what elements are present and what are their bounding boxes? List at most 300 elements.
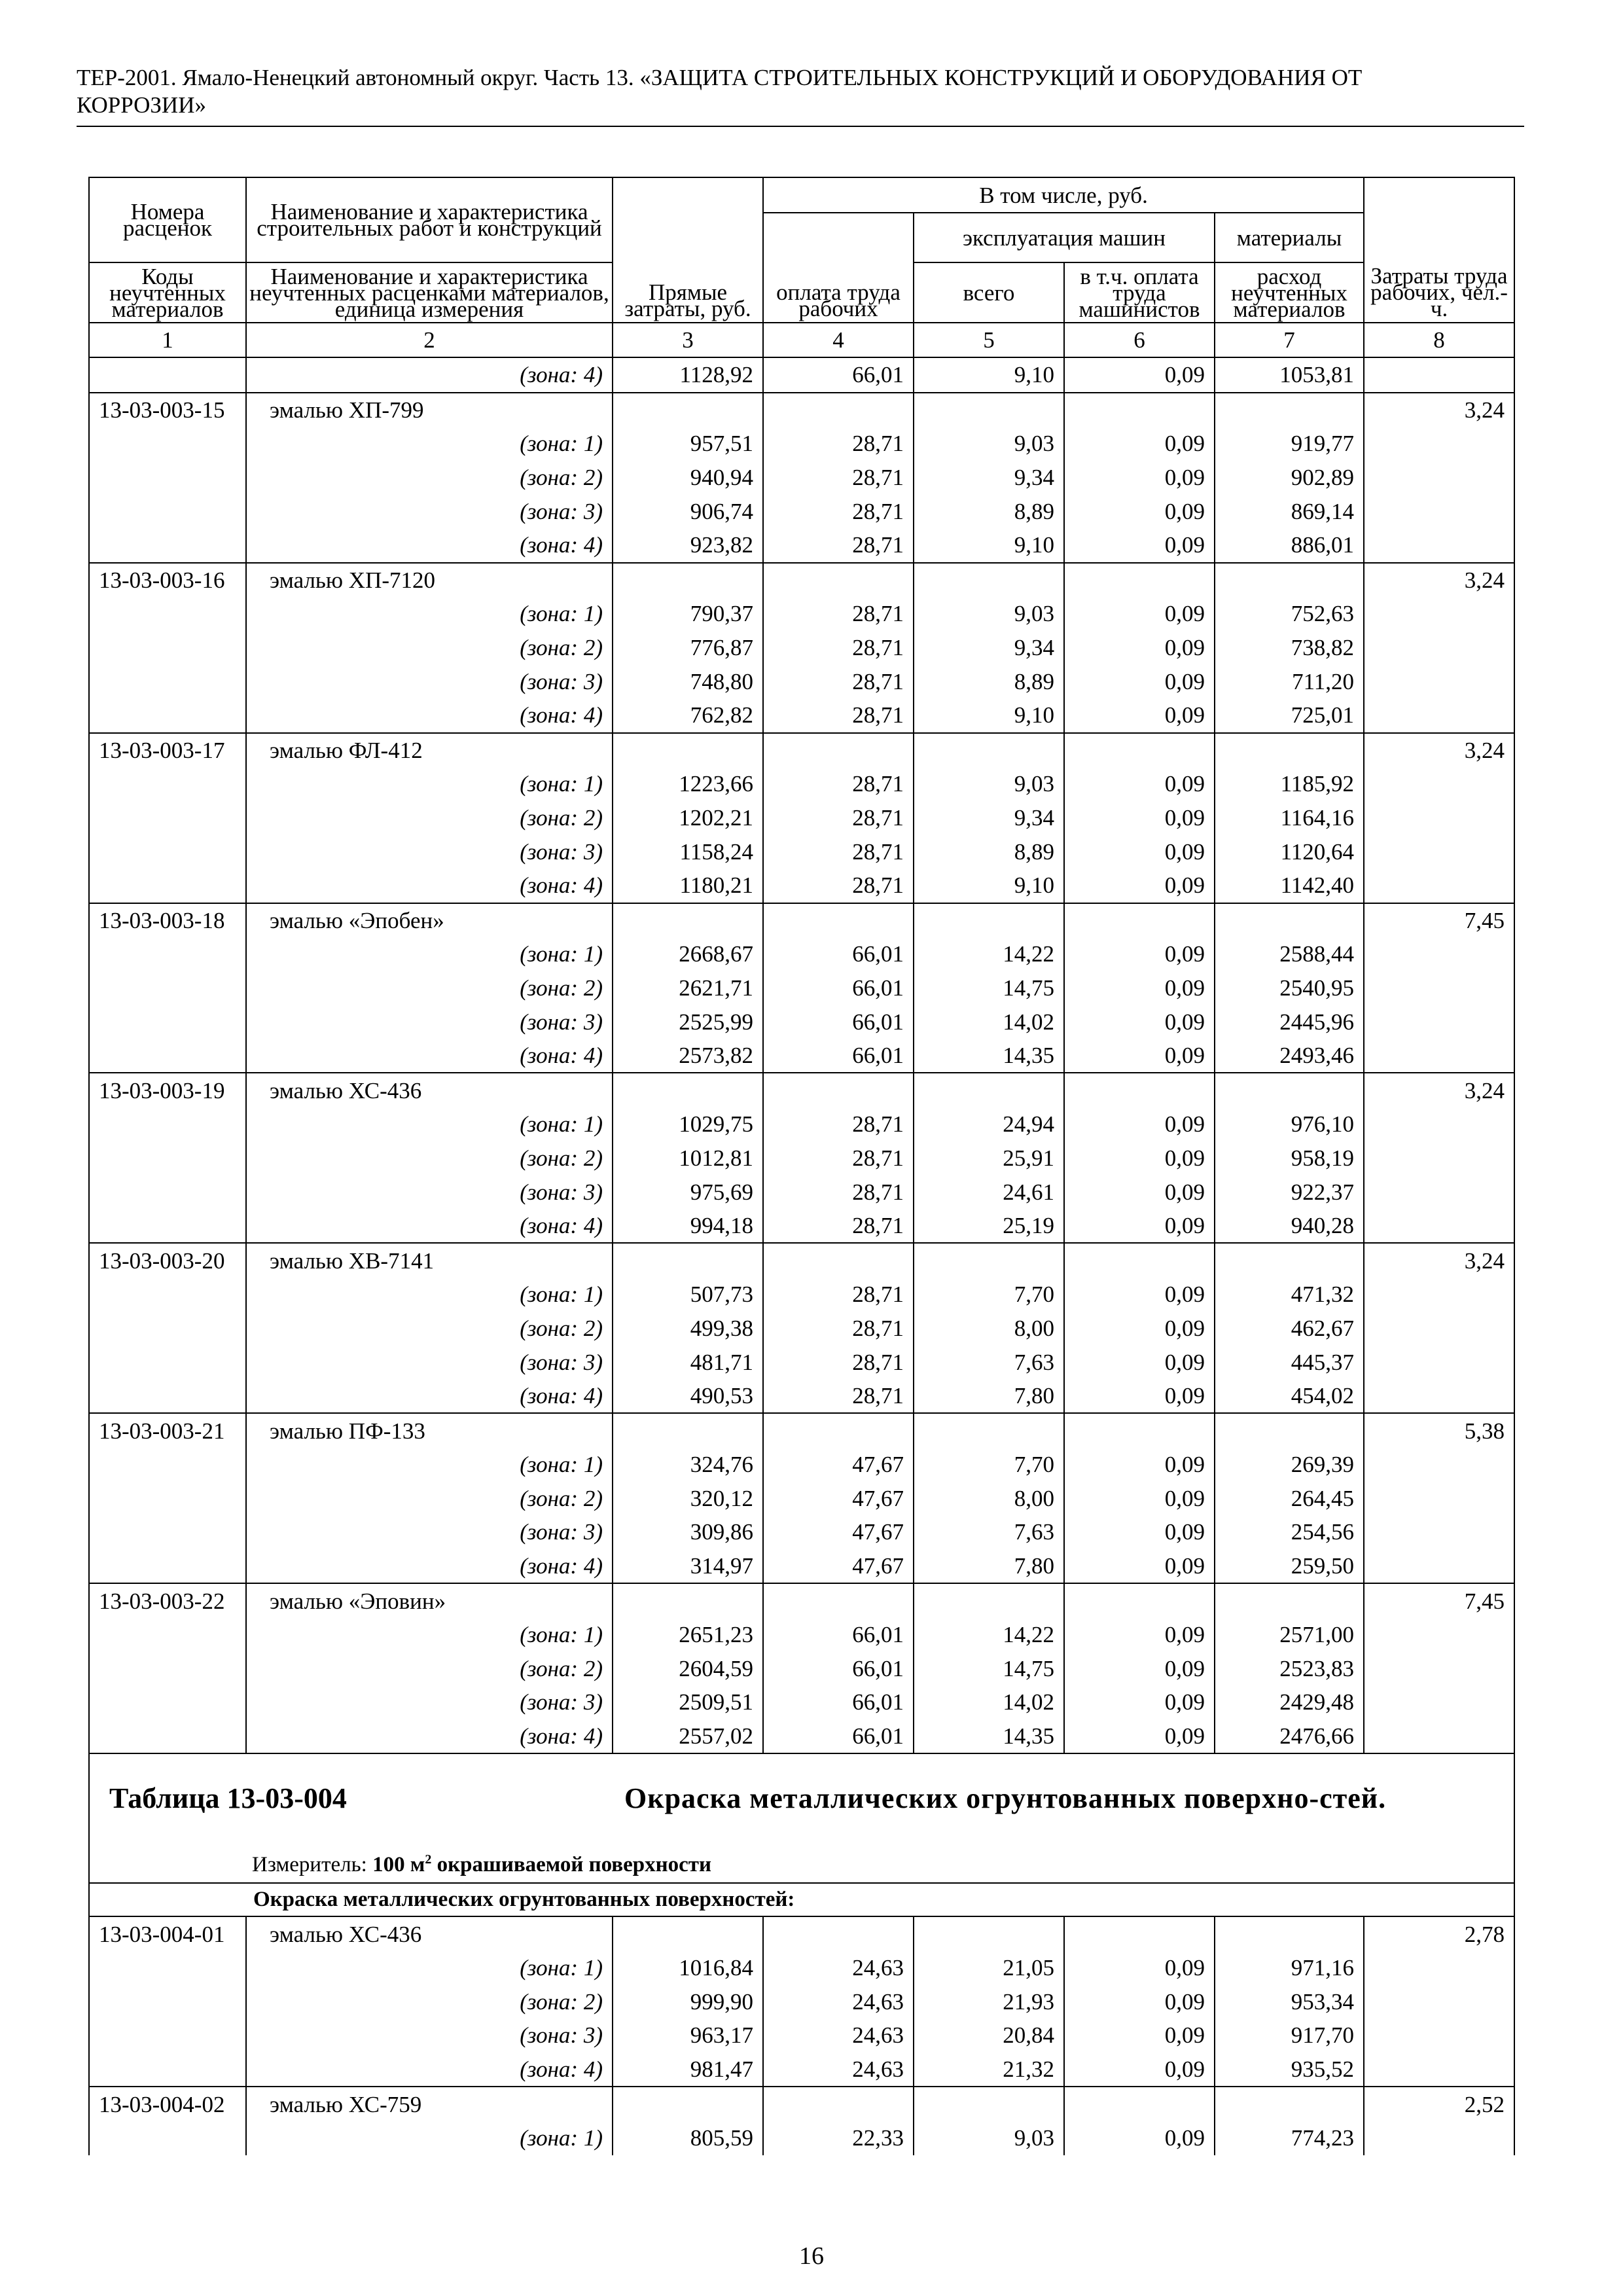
rate-code: 13-03-004-02 — [89, 2087, 246, 2121]
value-labor-pay: 28,71 — [763, 1175, 914, 1209]
value-machines: 24,61 — [914, 1175, 1064, 1209]
empty-cell — [89, 1549, 246, 1584]
value-direct: 762,82 — [613, 698, 763, 733]
table-row — [89, 1312, 1514, 1346]
zone-label: (зона: 3) — [246, 1685, 613, 1719]
empty-cell — [1215, 1073, 1364, 1107]
value-machines: 9,34 — [914, 801, 1064, 835]
labor-cost: 3,24 — [1364, 733, 1514, 768]
table-row — [89, 1652, 1514, 1686]
measure-rest: окрашиваемой поверхности — [437, 1853, 712, 1877]
value-materials: 259,50 — [1215, 1549, 1364, 1584]
value-machines: 21,93 — [914, 1985, 1064, 2019]
value-direct: 314,97 — [613, 1549, 763, 1584]
empty-cell — [613, 1073, 763, 1107]
value-materials: 917,70 — [1215, 2018, 1364, 2053]
value-machines: 8,00 — [914, 1312, 1064, 1346]
value-machines: 9,03 — [914, 597, 1064, 631]
value-machines: 21,32 — [914, 2053, 1064, 2087]
value-machinists: 0,09 — [1064, 1107, 1215, 1141]
value-machinists: 0,09 — [1064, 1209, 1215, 1244]
zone-label: (зона: 4) — [246, 2053, 613, 2087]
empty-cell — [1364, 1209, 1514, 1244]
empty-cell — [1364, 834, 1514, 869]
running-header — [77, 64, 1524, 119]
value-direct: 2668,67 — [613, 937, 763, 971]
value-materials: 1120,64 — [1215, 834, 1364, 869]
value-direct: 999,90 — [613, 1985, 763, 2019]
table-row — [89, 1379, 1514, 1414]
empty-cell — [763, 2087, 914, 2121]
table-row — [89, 1413, 1514, 1448]
value-machines: 8,89 — [914, 494, 1064, 528]
value-machines: 8,89 — [914, 834, 1064, 869]
empty-cell — [1064, 1243, 1215, 1278]
work-name: эмалью ХП-7120 — [246, 563, 613, 598]
rate-code: 13-03-003-18 — [89, 903, 246, 938]
empty-cell — [914, 2087, 1064, 2121]
value-machinists: 0,09 — [1064, 869, 1215, 903]
section-heading — [89, 1753, 1514, 1883]
col-header-materials: материалы — [1215, 213, 1364, 262]
zone-label: (зона: 2) — [246, 631, 613, 665]
col-header-materials-use: расход неучтенных материалов — [1215, 262, 1364, 323]
empty-cell — [914, 1243, 1064, 1278]
empty-cell — [1215, 1413, 1364, 1448]
value-machinists: 0,09 — [1064, 1482, 1215, 1516]
value-machinists: 0,09 — [1064, 1618, 1215, 1652]
empty-cell — [914, 1916, 1064, 1951]
table-row — [89, 1719, 1514, 1754]
empty-cell — [914, 393, 1064, 427]
value-machinists: 0,09 — [1064, 2053, 1215, 2087]
value-direct: 2525,99 — [613, 1005, 763, 1039]
empty-cell — [1364, 664, 1514, 698]
value-machines: 9,03 — [914, 427, 1064, 461]
measure-line — [252, 1852, 711, 1877]
value-materials: 738,82 — [1215, 631, 1364, 665]
value-direct: 957,51 — [613, 427, 763, 461]
header-line-1: ТЕР-2001. Ямало-Ненецкий автономный округ. Часть 13. «ЗАЩИТА СТРОИТЕЛЬНЫХ КОНСТРУКЦИЙ И ОБОРУДОВАНИЯ ОТ — [77, 65, 1363, 90]
value-machinists: 0,09 — [1064, 357, 1215, 393]
value-materials: 953,34 — [1215, 1985, 1364, 2019]
value-materials: 445,37 — [1215, 1345, 1364, 1379]
empty-cell — [763, 733, 914, 768]
col-header-machines: эксплуатация машин — [914, 213, 1215, 262]
empty-cell — [89, 1175, 246, 1209]
labor-cost: 2,78 — [1364, 1916, 1514, 1951]
empty-cell — [1364, 1985, 1514, 2019]
value-machinists: 0,09 — [1064, 801, 1215, 835]
value-materials: 2523,83 — [1215, 1652, 1364, 1686]
table-row — [89, 1005, 1514, 1039]
zone-label: (зона: 3) — [246, 664, 613, 698]
value-direct: 1180,21 — [613, 869, 763, 903]
value-labor-pay: 28,71 — [763, 1141, 914, 1175]
table-row — [89, 2087, 1514, 2121]
zone-label: (зона: 3) — [246, 1005, 613, 1039]
zone-label: (зона: 1) — [246, 1107, 613, 1141]
zone-label: (зона: 1) — [246, 1951, 613, 1985]
zone-label: (зона: 1) — [246, 1618, 613, 1652]
labor-cost: 3,24 — [1364, 563, 1514, 598]
col-header-incl: В том числе, руб. — [763, 177, 1364, 213]
empty-cell — [89, 1107, 246, 1141]
zone-label: (зона: 4) — [246, 1209, 613, 1244]
table-row — [89, 528, 1514, 563]
empty-cell — [1364, 1719, 1514, 1754]
labor-cost: 3,24 — [1364, 1073, 1514, 1107]
value-materials: 935,52 — [1215, 2053, 1364, 2087]
empty-cell — [89, 937, 246, 971]
empty-cell — [89, 1345, 246, 1379]
work-name: эмалью ХС-436 — [246, 1073, 613, 1107]
table-row — [89, 2121, 1514, 2155]
value-machinists: 0,09 — [1064, 1985, 1215, 2019]
empty-cell — [89, 971, 246, 1005]
header-rule — [77, 126, 1524, 127]
value-direct: 2604,59 — [613, 1652, 763, 1686]
table-row — [89, 427, 1514, 461]
empty-cell — [89, 494, 246, 528]
value-materials: 725,01 — [1215, 698, 1364, 733]
value-labor-pay: 47,67 — [763, 1549, 914, 1584]
zone-label: (зона: 1) — [246, 1278, 613, 1312]
table-row — [89, 393, 1514, 427]
empty-cell — [1064, 563, 1215, 598]
rate-code: 13-03-003-20 — [89, 1243, 246, 1278]
value-machines: 9,03 — [914, 2121, 1064, 2155]
zone-label: (зона: 1) — [246, 1448, 613, 1482]
value-direct: 507,73 — [613, 1278, 763, 1312]
zone-label: (зона: 1) — [246, 597, 613, 631]
value-direct: 1012,81 — [613, 1141, 763, 1175]
column-number: 5 — [914, 323, 1064, 357]
value-materials: 2588,44 — [1215, 937, 1364, 971]
col-header-codes-bottom: Коды неучтенных материалов — [89, 262, 246, 323]
value-materials: 869,14 — [1215, 494, 1364, 528]
empty-cell — [763, 903, 914, 938]
value-labor-pay: 66,01 — [763, 1618, 914, 1652]
zone-label: (зона: 4) — [246, 1039, 613, 1073]
value-machinists: 0,09 — [1064, 2018, 1215, 2053]
value-materials: 976,10 — [1215, 1107, 1364, 1141]
empty-cell — [1064, 903, 1215, 938]
value-machines: 14,35 — [914, 1039, 1064, 1073]
empty-cell — [1064, 1073, 1215, 1107]
col-header-labor: Затраты труда рабочих, чел.-ч. — [1364, 177, 1514, 323]
empty-cell — [763, 1073, 914, 1107]
table-row — [89, 1141, 1514, 1175]
value-machinists: 0,09 — [1064, 937, 1215, 971]
value-materials: 752,63 — [1215, 597, 1364, 631]
empty-cell — [89, 528, 246, 563]
table-number: Таблица 13-03-004 — [109, 1782, 347, 1815]
work-name: эмалью ХС-759 — [246, 2087, 613, 2121]
value-labor-pay: 66,01 — [763, 937, 914, 971]
table-row — [89, 971, 1514, 1005]
column-numbers-row — [89, 323, 1514, 357]
table-row — [89, 1583, 1514, 1618]
table-row — [89, 1549, 1514, 1584]
empty-cell — [1364, 1005, 1514, 1039]
subheading-row — [89, 1883, 1514, 1916]
value-direct: 2651,23 — [613, 1618, 763, 1652]
value-labor-pay: 28,71 — [763, 767, 914, 801]
zone-label: (зона: 4) — [246, 528, 613, 563]
value-machinists: 0,09 — [1064, 427, 1215, 461]
empty-cell — [1364, 597, 1514, 631]
value-materials: 2445,96 — [1215, 1005, 1364, 1039]
value-machines: 9,10 — [914, 357, 1064, 393]
value-machines: 25,19 — [914, 1209, 1064, 1244]
value-machines: 7,63 — [914, 1345, 1064, 1379]
value-machinists: 0,09 — [1064, 2121, 1215, 2155]
empty-cell — [1364, 1515, 1514, 1549]
price-table — [88, 177, 1515, 2155]
empty-cell — [89, 1209, 246, 1244]
rate-code: 13-03-003-17 — [89, 733, 246, 768]
value-machinists: 0,09 — [1064, 494, 1215, 528]
zone-label: (зона: 4) — [246, 698, 613, 733]
value-labor-pay: 22,33 — [763, 2121, 914, 2155]
zone-label: (зона: 2) — [246, 1652, 613, 1686]
rate-code: 13-03-003-22 — [89, 1583, 246, 1618]
empty-cell — [89, 834, 246, 869]
value-labor-pay: 66,01 — [763, 1039, 914, 1073]
value-labor-pay: 28,71 — [763, 528, 914, 563]
empty-cell — [89, 1379, 246, 1414]
value-machines: 7,80 — [914, 1379, 1064, 1414]
value-labor-pay: 24,63 — [763, 1951, 914, 1985]
empty-cell — [1364, 2053, 1514, 2087]
empty-cell — [914, 1583, 1064, 1618]
value-machines: 9,03 — [914, 767, 1064, 801]
value-machines: 25,91 — [914, 1141, 1064, 1175]
measure-sup: 2 — [425, 1852, 432, 1867]
empty-cell — [89, 1448, 246, 1482]
empty-cell — [1064, 733, 1215, 768]
value-machines: 14,02 — [914, 1005, 1064, 1039]
table-row — [89, 494, 1514, 528]
work-name: эмалью ХВ-7141 — [246, 1243, 613, 1278]
column-number: 1 — [89, 323, 246, 357]
empty-cell — [1364, 1345, 1514, 1379]
empty-cell — [1364, 1652, 1514, 1686]
value-direct: 940,94 — [613, 461, 763, 495]
work-name: эмалью ХС-436 — [246, 1916, 613, 1951]
value-machines: 14,22 — [914, 1618, 1064, 1652]
empty-cell — [89, 631, 246, 665]
table-row — [89, 631, 1514, 665]
zone-label: (зона: 2) — [246, 801, 613, 835]
value-direct: 1202,21 — [613, 801, 763, 835]
empty-cell — [1364, 1448, 1514, 1482]
value-machines: 7,80 — [914, 1549, 1064, 1584]
measure-unit: 100 м — [372, 1853, 425, 1877]
zone-label: (зона: 2) — [246, 1141, 613, 1175]
empty-cell — [1064, 1413, 1215, 1448]
value-labor-pay: 28,71 — [763, 664, 914, 698]
value-direct: 324,76 — [613, 1448, 763, 1482]
table-row — [89, 1985, 1514, 2019]
empty-cell — [89, 1482, 246, 1516]
empty-cell — [613, 1916, 763, 1951]
empty-cell — [613, 1243, 763, 1278]
value-materials: 2540,95 — [1215, 971, 1364, 1005]
empty-cell — [1364, 1618, 1514, 1652]
empty-cell — [89, 869, 246, 903]
col-header-codes-top: Номера расценок — [89, 177, 246, 262]
page-number: 16 — [799, 2242, 824, 2270]
table-row — [89, 903, 1514, 938]
work-name: эмалью ФЛ-412 — [246, 733, 613, 768]
value-direct: 963,17 — [613, 2018, 763, 2053]
empty-cell — [763, 563, 914, 598]
value-machines: 14,75 — [914, 971, 1064, 1005]
value-direct: 499,38 — [613, 1312, 763, 1346]
measure-value — [372, 1853, 711, 1876]
value-machines: 14,22 — [914, 937, 1064, 971]
value-labor-pay: 28,71 — [763, 494, 914, 528]
value-direct: 1029,75 — [613, 1107, 763, 1141]
empty-cell — [1064, 1583, 1215, 1618]
value-machinists: 0,09 — [1064, 1175, 1215, 1209]
value-machinists: 0,09 — [1064, 461, 1215, 495]
value-machines: 20,84 — [914, 2018, 1064, 2053]
empty-cell — [89, 1719, 246, 1754]
table-row — [89, 937, 1514, 971]
value-labor-pay: 66,01 — [763, 971, 914, 1005]
col-header-machinists: в т.ч. оплата труда машинистов — [1064, 262, 1215, 323]
measure-label: Измеритель: — [252, 1853, 367, 1877]
table-row — [89, 357, 1514, 393]
zone-label: (зона: 4) — [246, 1549, 613, 1584]
empty-cell — [914, 1413, 1064, 1448]
table-row — [89, 698, 1514, 733]
table-row — [89, 1618, 1514, 1652]
rate-code: 13-03-004-01 — [89, 1916, 246, 1951]
rate-code: 13-03-003-16 — [89, 563, 246, 598]
value-machinists: 0,09 — [1064, 1652, 1215, 1686]
zone-label: (зона: 2) — [246, 1312, 613, 1346]
table-row — [89, 1515, 1514, 1549]
empty-cell — [1364, 2121, 1514, 2155]
value-materials: 774,23 — [1215, 2121, 1364, 2155]
table-row — [89, 1278, 1514, 1312]
empty-cell — [1364, 528, 1514, 563]
value-materials: 2571,00 — [1215, 1618, 1364, 1652]
work-name: эмалью «Эпобен» — [246, 903, 613, 938]
col-header-labor-pay: оплата труда рабочих — [763, 213, 914, 323]
value-direct: 906,74 — [613, 494, 763, 528]
value-direct: 2509,51 — [613, 1685, 763, 1719]
empty-cell — [89, 357, 246, 393]
empty-cell — [1364, 1175, 1514, 1209]
zone-label: (зона: 1) — [246, 767, 613, 801]
value-labor-pay: 28,71 — [763, 631, 914, 665]
zone-label: (зона: 2) — [246, 461, 613, 495]
value-machinists: 0,09 — [1064, 834, 1215, 869]
empty-cell — [613, 393, 763, 427]
empty-cell — [1215, 903, 1364, 938]
empty-cell — [89, 2053, 246, 2087]
table-row — [89, 1482, 1514, 1516]
col-header-name-bottom: Наименование и характеристика неучтенных расценками материалов, единица измерения — [246, 262, 613, 323]
rate-code: 13-03-003-21 — [89, 1413, 246, 1448]
empty-cell — [89, 698, 246, 733]
empty-cell — [1364, 801, 1514, 835]
value-materials: 971,16 — [1215, 1951, 1364, 1985]
table-row — [89, 1448, 1514, 1482]
empty-cell — [1364, 357, 1514, 393]
value-direct: 923,82 — [613, 528, 763, 563]
empty-cell — [914, 733, 1064, 768]
empty-cell — [1215, 1916, 1364, 1951]
empty-cell — [1364, 698, 1514, 733]
value-machinists: 0,09 — [1064, 664, 1215, 698]
empty-cell — [613, 733, 763, 768]
column-number: 6 — [1064, 323, 1215, 357]
value-machines: 7,63 — [914, 1515, 1064, 1549]
empty-cell — [613, 903, 763, 938]
empty-cell — [89, 1951, 246, 1985]
empty-cell — [1364, 1549, 1514, 1584]
empty-cell — [1364, 1107, 1514, 1141]
value-materials: 940,28 — [1215, 1209, 1364, 1244]
column-number: 3 — [613, 323, 763, 357]
value-direct: 790,37 — [613, 597, 763, 631]
empty-cell — [89, 1278, 246, 1312]
value-machinists: 0,09 — [1064, 1719, 1215, 1754]
value-machines: 8,00 — [914, 1482, 1064, 1516]
empty-cell — [1364, 1685, 1514, 1719]
value-labor-pay: 66,01 — [763, 1005, 914, 1039]
value-labor-pay: 24,63 — [763, 2053, 914, 2087]
section-heading-row — [89, 1753, 1514, 1883]
empty-cell — [914, 1073, 1064, 1107]
value-materials: 922,37 — [1215, 1175, 1364, 1209]
value-materials: 2429,48 — [1215, 1685, 1364, 1719]
zone-label: (зона: 4) — [246, 869, 613, 903]
value-direct: 776,87 — [613, 631, 763, 665]
value-materials: 264,45 — [1215, 1482, 1364, 1516]
labor-cost: 7,45 — [1364, 1583, 1514, 1618]
value-materials: 1142,40 — [1215, 869, 1364, 903]
rate-code: 13-03-003-19 — [89, 1073, 246, 1107]
labor-cost: 3,24 — [1364, 393, 1514, 427]
empty-cell — [1364, 971, 1514, 1005]
zone-label: (зона: 1) — [246, 937, 613, 971]
subheading: Окраска металлических огрунтованных поверхностей: — [89, 1883, 1514, 1916]
value-labor-pay: 24,63 — [763, 2018, 914, 2053]
value-direct: 490,53 — [613, 1379, 763, 1414]
value-materials: 269,39 — [1215, 1448, 1364, 1482]
value-direct: 1128,92 — [613, 357, 763, 393]
labor-cost: 2,52 — [1364, 2087, 1514, 2121]
value-machinists: 0,09 — [1064, 1345, 1215, 1379]
value-materials: 919,77 — [1215, 427, 1364, 461]
zone-label: (зона: 4) — [246, 357, 613, 393]
empty-cell — [1364, 1482, 1514, 1516]
empty-cell — [1364, 631, 1514, 665]
labor-cost: 7,45 — [1364, 903, 1514, 938]
value-labor-pay: 47,67 — [763, 1482, 914, 1516]
value-labor-pay: 28,71 — [763, 834, 914, 869]
table-row — [89, 2018, 1514, 2053]
value-labor-pay: 66,01 — [763, 1719, 914, 1754]
value-machinists: 0,09 — [1064, 698, 1215, 733]
